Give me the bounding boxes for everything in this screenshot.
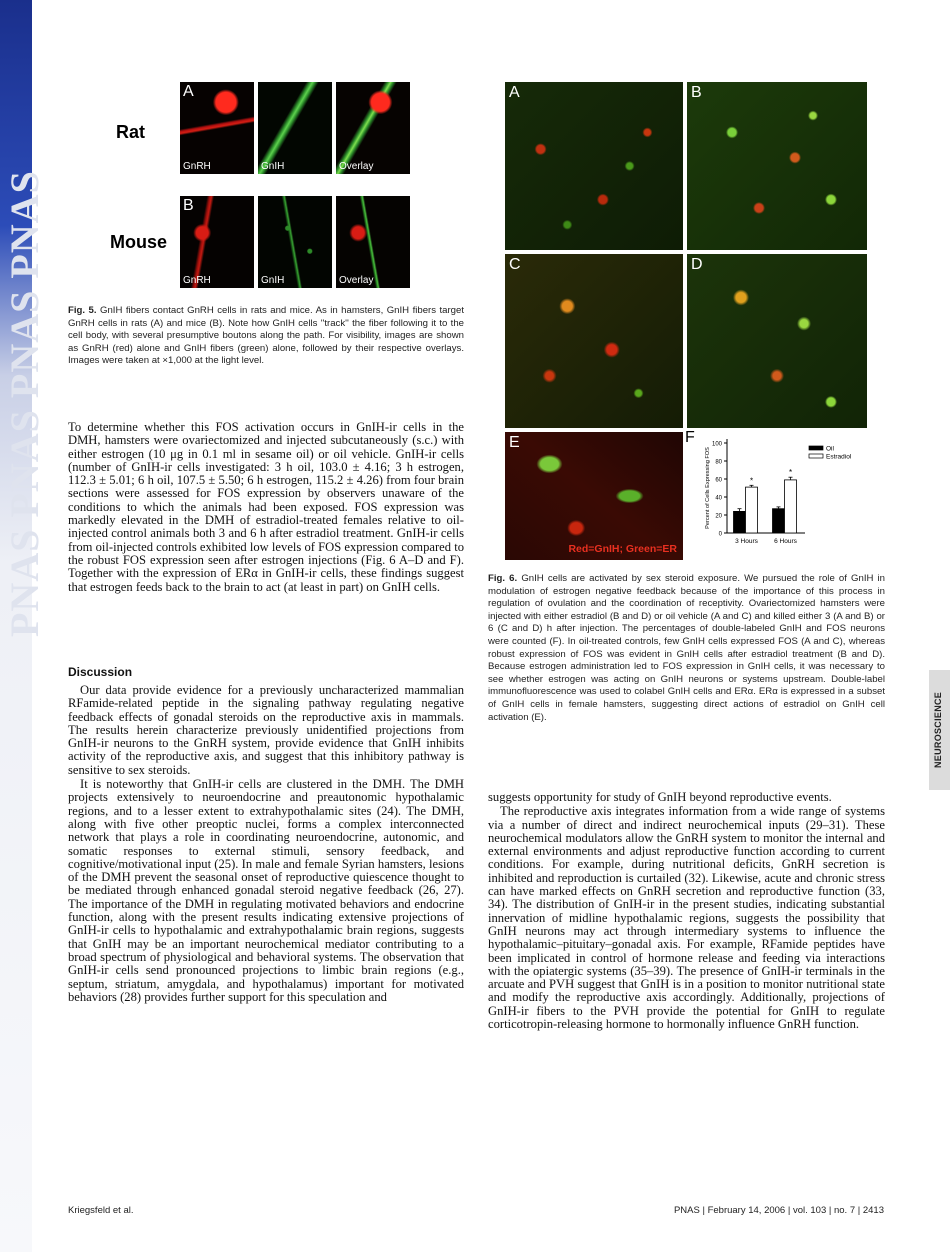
fig6-stain-label: Red=GnIH; Green=ER bbox=[568, 543, 677, 555]
discussion-heading: Discussion bbox=[68, 665, 133, 679]
fig6-panel-d-image: D bbox=[687, 254, 867, 428]
y-tick-label: 40 bbox=[715, 495, 722, 502]
significance-marker: * bbox=[788, 468, 793, 478]
right-paragraph-2: The reproductive axis integrates information from a wide range of systems via a number of direct and indirect neurochemical inputs (29–31). These neurochemical modulators allow the GnRH system to monitor the internal and external environments and adjust reproductive function according to current conditions. For example, during nutritional deficits, GnRH secretion is inhibited and reproduction is curtailed (32). Likewise, acute and chronic stress can have marked effects on GnRH secretion and reproductive function (33, 34). The distribution of GnIH-ir in the present studies, indicating substantial innervation of midline hypothalamic regions, suggests the possibility that GnIH neurons may act through intermediary systems to influence the hypothalamic–pituitary–gonadal axis. For example, RFamide peptides have been implicated in control of hormone release and feeding via interactions with the opiatergic systems (35–39). The presence of GnIH-ir terminals in the arcuate and PVH suggest that GnIH is in a position to monitor nutritional state and modify the reproductive axis accordingly. Additionally, projections of GnIH-ir fibers to the PVH provide the potential for GnIH to regulate corticotropin-releasing hormone to hormonally influence GnRH function. bbox=[488, 804, 885, 1032]
journal-brand-watermark: PNAS PNAS PNAS PNAS bbox=[2, 170, 47, 637]
section-tab: NEUROSCIENCE bbox=[929, 670, 950, 790]
fig5-rat-gnrh-image: A GnRH bbox=[180, 82, 254, 174]
x-category-label: 6 Hours bbox=[774, 538, 797, 545]
legend-label-oil: Oil bbox=[826, 445, 834, 453]
fig6-caption bbox=[488, 573, 885, 724]
y-tick-label: 80 bbox=[715, 459, 722, 466]
legend-swatch-oil bbox=[809, 446, 823, 450]
right-paragraph-1: suggests opportunity for study of GnIH beyond reproductive events. bbox=[488, 790, 832, 804]
fig5-caption-label: Fig. 5. bbox=[68, 305, 97, 316]
fig5-rat-overlay-image: Overlay bbox=[336, 82, 410, 174]
bar-oil bbox=[773, 509, 785, 533]
fig6-panel-e-image: E Red=GnIH; Green=ER bbox=[505, 432, 683, 560]
y-tick-label: 60 bbox=[715, 477, 722, 484]
legend-label-estradiol: Estradiol bbox=[826, 453, 852, 461]
y-tick-label: 20 bbox=[715, 513, 722, 520]
footer-journal-line: PNAS | February 14, 2006 | vol. 103 | no. 7 | 2413 bbox=[673, 1205, 884, 1216]
significance-marker: * bbox=[749, 476, 754, 486]
legend-swatch-estradiol bbox=[809, 454, 823, 458]
right-column-body bbox=[488, 791, 885, 1031]
fig6-caption-text: GnIH cells are activated by sex steroid exposure. We pursued the role of GnIH in modulation of estrogen negative feedback because of the importance of this process in regulation of ovulation and the coordination of receptivity. Ovariectomized hamsters were injected with either estradiol (B and D) or oil vehicle (A and C) and killed either 3 (A and B) or 6 (C and D) h after injection. The percentages of double-labeled GnIH and FOS neurons were counted (F). In oil-treated controls, few GnIH cells expressed FOS (A and C), whereas robust expression of FOS was evident in GnIH cells after estradiol treatment (B and D). Because estrogen administration led to FOS expression in GnIH cells, it was necessary to see whether estrogen was acting on GnIH neurons or systems upstream. Double-label immunofluorescence was used to colabel GnIH cells and ERα. ERα is expressed in a subset of GnIH cells in female hamsters, suggesting direct actions of estradiol on GnIH cell activation (E). bbox=[488, 573, 886, 723]
y-tick-label: 0 bbox=[718, 531, 722, 538]
fos-bar-chart bbox=[687, 431, 867, 560]
fig5-row-label-mouse: Mouse bbox=[110, 232, 168, 252]
fig6-caption-label: Fig. 6. bbox=[488, 573, 518, 584]
fig5-caption bbox=[68, 305, 464, 368]
y-axis-label: Percent of Cells Expressing FOS bbox=[705, 447, 711, 529]
footer-authors: Kriegsfeld et al. bbox=[68, 1205, 134, 1216]
left-column-paragraph-1: To determine whether this FOS activation occurs in GnIH-ir cells in the DMH, hamsters were ovariectomized and injected subcutaneously (s.c.) with either estrogen (10 μg in 0.1 ml in sesame oil) or oil vehicle. GnIH-ir cells (number of GnIH-ir cells investigated: 3 h oil, 103.0 ± 4.16; 3 h estrogen, 112.3 ± 5.01; 6 h oil, 107.5 ± 5.50; 6 h estrogen, 115.2 ± 4.26) from four brain sections were assessed for FOS expression by observers unaware of the conditions to which the animals had been exposed. FOS expression was markedly elevated in the DMH of estradiol-treated females relative to oil-injected control animals both 3 and 6 h after estradiol treatment. GnIH-ir cells from oil-injected controls exhibited low levels of FOS expression compared to the robust FOS expression seen after estrogen injections (Fig. 6 A–D and F). Together with the expression of ERα in GnIH-ir cells, these findings suggest that estrogen feeds back to the brain to act (at least in part) on GnIH cells. bbox=[68, 420, 464, 594]
y-tick-label: 100 bbox=[711, 441, 722, 448]
bar-estradiol bbox=[746, 487, 758, 533]
bar-estradiol bbox=[785, 480, 797, 533]
fig6-panel-b-image: B bbox=[687, 82, 867, 250]
bar-oil bbox=[734, 511, 746, 533]
fig5-mouse-gnrh-image: B GnRH bbox=[180, 196, 254, 288]
fig6-panel-a-image: A bbox=[505, 82, 683, 250]
discussion-paragraph-2: It is noteworthy that GnIH-ir cells are clustered in the DMH. The DMH projects extensively to neuroendocrine and preautonomic hypothalamic regions, and to a lesser extent to extrahypothalamic sites (24). The DMH, along with five other preoptic nuclei, forms a complex interconnected network that plays a role in coordinating neuroendocrine, autonomic, and somatic responses to external stimuli, sensory feedback, and cognitive/motivational input (25). In male and female Syrian hamsters, lesions of the DMH prevent the seasonal onset of reproductive quiescence thought to be mediated through enhanced gonadal steroid negative feedback (26, 27). The importance of the DMH in regulating motivated behaviors and endocrine function, along with the present results indicating extensive projections of GnIH-ir cells to hypothalamic and extrahypothalamic brain regions, suggests that GnIH may be an important neurochemical mediator contributing to a broad spectrum of physiological and behavioral systems. The observation that GnIH-ir cells send pronounced projections to limbic brain regions (e.g., septum, striatum, amygdala, and hypothalamus) important for motivated behaviors (28) provides further support for this speculation and bbox=[68, 777, 464, 1004]
fig5-caption-text: GnIH fibers contact GnRH cells in rats and mice. As in hamsters, GnIH fibers target GnRH cells in rats (A) and mice (B). Note how GnIH cells ''track'' the fiber following it to the cell body, with several presumptive boutons along the path. For visibility, images are shown as GnRH (red) alone and GnIH fibers (green) alone, followed by their respective overlays. Images were taken at ×1,000 at the light level. bbox=[68, 305, 465, 367]
x-category-label: 3 Hours bbox=[735, 538, 758, 545]
fig5-rat-gnih-image: GnIH bbox=[258, 82, 332, 174]
fig5-mouse-overlay-image: Overlay bbox=[336, 196, 410, 288]
fig5-mouse-gnih-image: GnIH bbox=[258, 196, 332, 288]
left-column-discussion bbox=[68, 684, 464, 1004]
discussion-paragraph-1: Our data provide evidence for a previously uncharacterized mammalian RFamide-related peptide in the signaling pathway regulating negative feedback effects of gonadal steroids on the reproductive axis in mammals. The results herein characterize previously unidentified projections from GnIH-ir neurons to the GnRH system, provide evidence that GnIH inhibits activity of the reproductive axis, and suggest that this inhibitory pathway is sensitive to sex steroids. bbox=[68, 683, 464, 777]
figure-6 bbox=[505, 82, 867, 560]
fig5-row-label-rat: Rat bbox=[116, 122, 146, 142]
fig6-panel-f-letter: F bbox=[685, 429, 695, 446]
fig6-panel-c-image: C bbox=[505, 254, 683, 428]
fig6-panel-f-chart bbox=[687, 431, 867, 560]
